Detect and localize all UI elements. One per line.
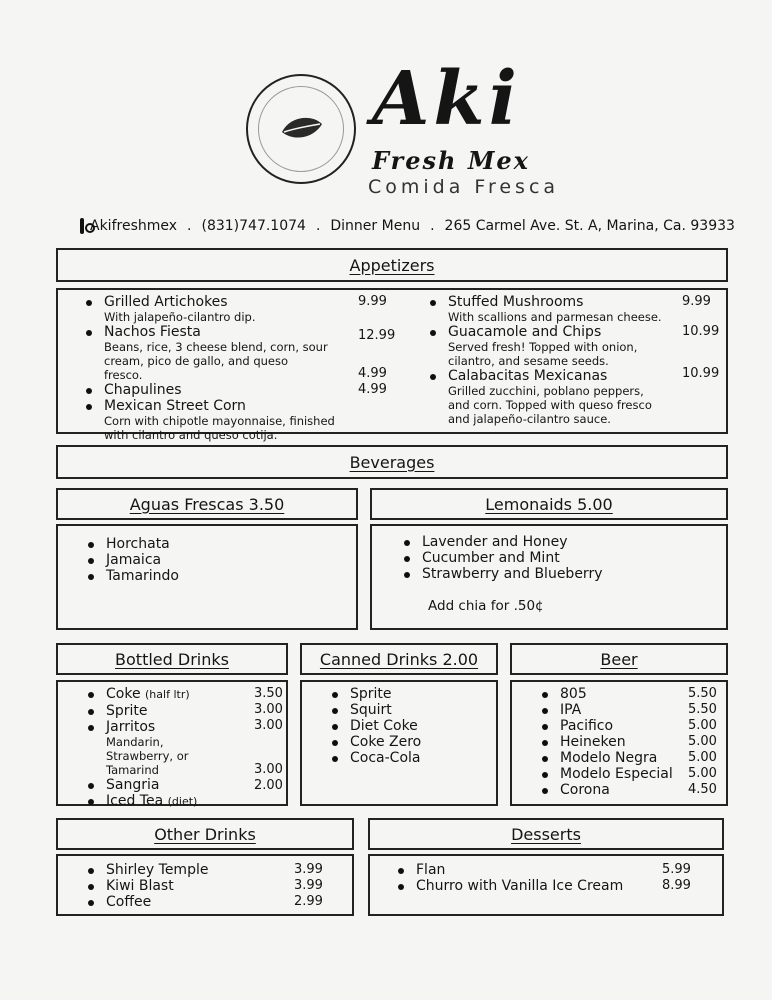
bottled-drinks-panel: [56, 680, 288, 809]
appetizers-header: [56, 248, 728, 282]
item-price: 5.00: [688, 766, 717, 781]
canned-drinks-header: [300, 643, 498, 675]
list-item: [82, 703, 232, 719]
appetizer-list-right: [424, 294, 664, 426]
lemonaids-header: [370, 488, 728, 520]
list-item: Shirley Temple: [82, 862, 208, 878]
item-price: 5.50: [688, 686, 717, 701]
bottled-drinks-header: [56, 643, 288, 675]
list-item: Kiwi Blast: [82, 878, 208, 894]
list-item: Corona: [536, 782, 673, 798]
item-name: Mexican Street Corn: [104, 398, 246, 414]
aguas-frescas-panel: [56, 524, 358, 630]
bottled-drinks-list: [82, 686, 232, 810]
item-desc: Mandarin, Strawberry, or Tamarind: [106, 735, 189, 777]
list-item: [82, 793, 232, 810]
item-suffix: (diet): [167, 795, 198, 808]
item-price: 4.99: [358, 382, 387, 397]
list-item: [82, 719, 232, 777]
list-item: Horchata: [82, 536, 179, 552]
list-item: [80, 398, 342, 442]
list-item: Heineken: [536, 734, 673, 750]
item-price: 3.00: [254, 762, 283, 777]
item-desc: Beans, rice, 3 cheese blend, corn, sour cream, pico de gallo, and queso fresco.: [104, 340, 328, 382]
item-suffix: (half ltr): [145, 688, 190, 701]
list-item: Coffee: [82, 894, 208, 910]
list-item: Modelo Negra: [536, 750, 673, 766]
desserts-header: [368, 818, 724, 850]
brand-tagline: Fresh Mex: [372, 146, 530, 175]
address: 265 Carmel Ave. St. A, Marina, Ca. 93933: [444, 218, 735, 234]
leaf-logo: [246, 74, 356, 184]
leaf-icon: [278, 106, 326, 154]
item-price: 2.99: [294, 894, 323, 909]
item-name: Sangria: [106, 777, 160, 793]
item-price: 5.99: [662, 862, 691, 877]
item-desc: With scallions and parmesan cheese.: [448, 310, 662, 324]
list-item: Tamarindo: [82, 568, 179, 584]
list-item: Coke Zero: [326, 734, 421, 750]
lemonaids-panel: [370, 524, 728, 630]
item-name: Nachos Fiesta: [104, 324, 201, 340]
other-drinks-title: Other Drinks: [154, 824, 256, 844]
item-price: 3.00: [254, 718, 283, 733]
list-item: Strawberry and Blueberry: [398, 566, 602, 582]
list-item: Pacifico: [536, 718, 673, 734]
separator-dot: .: [187, 218, 192, 234]
item-price: 5.00: [688, 750, 717, 765]
item-price: 2.00: [254, 778, 283, 793]
item-name: Iced Tea: [106, 793, 164, 809]
item-price: 9.99: [358, 294, 387, 309]
instagram-handle[interactable]: Akifreshmex: [90, 218, 178, 234]
separator-dot: .: [430, 218, 435, 234]
list-item: Diet Coke: [326, 718, 421, 734]
canned-drinks-panel: [300, 680, 498, 806]
brand-name: Aki: [372, 56, 521, 142]
instagram-icon: [80, 218, 84, 234]
chia-note: Add chia for .50¢: [428, 598, 544, 614]
item-name: Sprite: [106, 703, 148, 719]
item-desc: Served fresh! Topped with onion, cilantro, and sesame seeds.: [448, 340, 638, 368]
item-price: 4.99: [358, 366, 387, 381]
brand-subtitle: Comida Fresca: [368, 176, 560, 198]
beer-header: [510, 643, 728, 675]
list-item: [80, 382, 330, 398]
menu-name: Dinner Menu: [330, 218, 421, 234]
item-price: 9.99: [682, 294, 711, 309]
list-item: Squirt: [326, 702, 421, 718]
desserts-title: Desserts: [511, 824, 581, 844]
item-price: 3.99: [294, 862, 323, 877]
item-name: Grilled Artichokes: [104, 294, 228, 310]
aguas-frescas-list: [82, 536, 179, 584]
item-desc: Corn with chipotle mayonnaise, finished with cilantro and queso cotija.: [104, 414, 335, 442]
list-item: Churro with Vanilla Ice Cream: [392, 878, 623, 894]
appetizers-title: Appetizers: [349, 255, 435, 275]
item-name: Calabacitas Mexicanas: [448, 368, 608, 384]
aguas-frescas-title: Aguas Frescas 3.50: [129, 494, 285, 514]
item-price: 5.50: [688, 702, 717, 717]
item-price: 5.00: [688, 734, 717, 749]
item-name: Coke: [106, 686, 141, 702]
lemonaids-list: [398, 534, 602, 582]
list-item: Sprite: [326, 686, 421, 702]
list-item: [82, 686, 232, 703]
bottled-drinks-title: Bottled Drinks: [115, 649, 229, 669]
list-item: 805: [536, 686, 673, 702]
beer-list: [536, 686, 673, 798]
beverages-header: [56, 445, 728, 479]
item-price: 5.00: [688, 718, 717, 733]
lemonaids-title: Lemonaids 5.00: [485, 494, 613, 514]
phone-number[interactable]: (831)747.1074: [201, 218, 306, 234]
item-price: 3.50: [254, 686, 283, 701]
beverages-title: Beverages: [349, 452, 435, 472]
canned-drinks-title: Canned Drinks 2.00: [319, 649, 479, 669]
list-item: [80, 324, 330, 382]
list-item: Flan: [392, 862, 623, 878]
item-name: Jarritos: [106, 719, 156, 735]
list-item: Cucumber and Mint: [398, 550, 602, 566]
appetizer-list-left: [80, 294, 342, 442]
contact-line: [80, 218, 735, 234]
item-price: 10.99: [682, 324, 720, 339]
other-drinks-header: [56, 818, 354, 850]
list-item: [424, 324, 656, 368]
other-drinks-list: [82, 862, 208, 910]
separator-dot: .: [315, 218, 321, 234]
item-name: Chapulines: [104, 382, 182, 398]
other-drinks-panel: [56, 854, 354, 916]
list-item: Coca-Cola: [326, 750, 421, 766]
list-item: Lavender and Honey: [398, 534, 602, 550]
item-name: Guacamole and Chips: [448, 324, 602, 340]
item-price: 4.50: [688, 782, 717, 797]
canned-drinks-list: [326, 686, 421, 766]
beer-title: Beer: [600, 649, 638, 669]
list-item: [82, 777, 232, 793]
appetizers-panel: [56, 288, 728, 442]
item-price: 10.99: [682, 366, 720, 381]
desserts-panel: [368, 854, 724, 916]
list-item: IPA: [536, 702, 673, 718]
item-price: 3.00: [254, 702, 283, 717]
list-item: Jamaica: [82, 552, 179, 568]
item-price: 12.99: [358, 328, 396, 343]
item-desc: Grilled zucchini, poblano peppers, and corn. Topped with queso fresco and jalapeño-cilantro sauce.: [448, 384, 652, 426]
item-desc: With jalapeño-cilantro dip.: [104, 310, 256, 324]
list-item: [424, 294, 664, 324]
aguas-frescas-header: [56, 488, 358, 520]
item-price: 8.99: [662, 878, 691, 893]
item-price: 3.99: [294, 878, 323, 893]
desserts-list: [392, 862, 623, 894]
list-item: [80, 294, 330, 324]
list-item: Modelo Especial: [536, 766, 673, 782]
list-item: [424, 368, 656, 426]
beer-panel: [510, 680, 728, 806]
item-name: Stuffed Mushrooms: [448, 294, 584, 310]
